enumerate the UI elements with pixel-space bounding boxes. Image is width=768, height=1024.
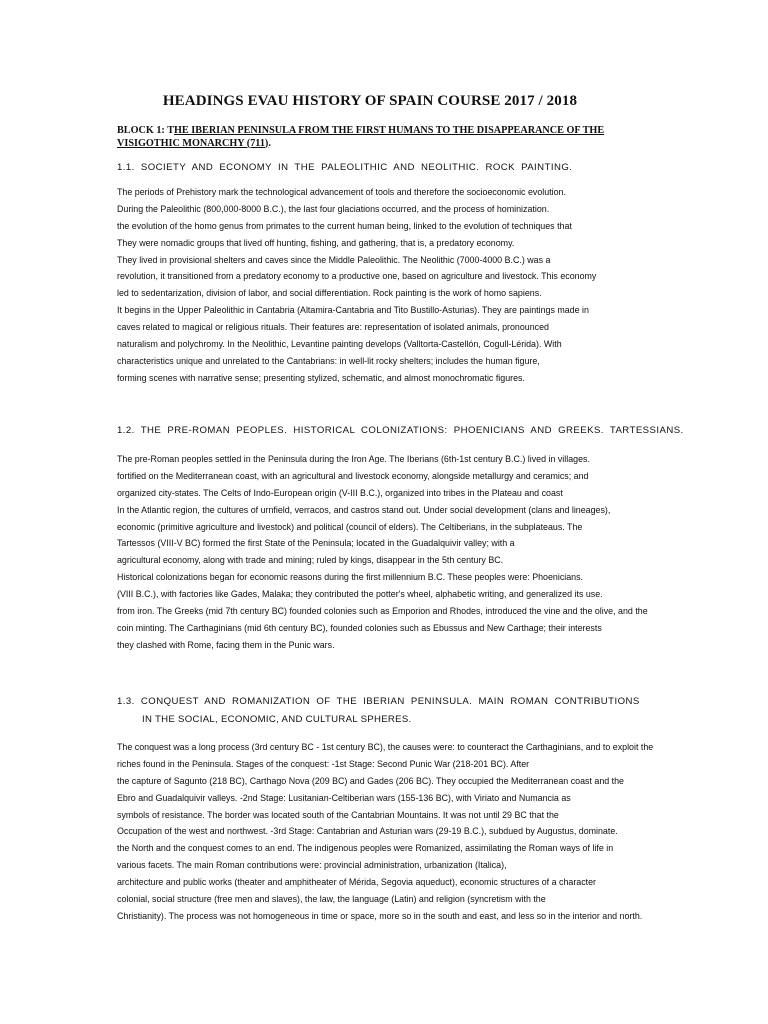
section-body-1-2	[117, 451, 697, 654]
text-line: Occupation of the west and northwest. -3rd Stage: Cantabrian and Asturian wars (29-19 B.C.), subdued by Augustus, dominate.	[117, 826, 618, 837]
text-line: coin minting. The Carthaginians (mid 6th century BC), founded colonies such as Ebussus and New Carthage; their interests	[117, 622, 602, 633]
text-line: agricultural economy, along with trade and mining; ruled by kings, disappear in the 5th century BC.	[117, 555, 504, 566]
block-heading	[117, 125, 677, 150]
text-line: organized city-states. The Celts of Indo-European origin (V-III B.C.), organized into tribes in the Plateau and coast	[117, 487, 563, 498]
block-suffix: .	[268, 137, 271, 149]
section-heading-1-2: 1.2. THE PRE-ROMAN PEOPLES. HISTORICAL COLONIZATIONS: PHOENICIANS AND GREEKS. TARTESSIANS.	[117, 425, 684, 436]
text-line: the evolution of the homo genus from primates to the current human being, linked to the evolution of techniques that	[117, 220, 572, 231]
text-line: colonial, social structure (free men and slaves), the law, the language (Latin) and religion (syncretism with the	[117, 894, 546, 905]
section-body-1-1	[117, 184, 697, 387]
text-line: During the Paleolithic (800,000-8000 B.C.), the last four glaciations occurred, and the process of hominization.	[117, 203, 550, 214]
text-line: naturalism and polychromy. In the Neolithic, Levantine painting develops (Valltorta-Castellón, Cogull-Lérida). With	[117, 339, 562, 350]
section-heading-1-3: 1.3. CONQUEST AND ROMANIZATION OF THE IBERIAN PENINSULA. MAIN ROMAN CONTRIBUTIONS	[117, 696, 640, 707]
section-heading-1-3-continued: IN THE SOCIAL, ECONOMIC, AND CULTURAL SPHERES.	[142, 714, 412, 725]
text-line: from iron. The Greeks (mid 7th century BC) founded colonies such as Emporion and Rhodes, introduced the vine and the olive, and the	[117, 606, 648, 617]
block-prefix: BLOCK 1: T	[117, 125, 174, 136]
text-line: various facets. The main Roman contributions were: provincial administration, urbanization (Italica),	[117, 860, 507, 871]
block-title-line-1: HE IBERIAN PENINSULA FROM THE FIRST HUMANS TO THE DISAPPEARANCE OF THE	[174, 125, 605, 136]
text-line: (VIII B.C.), with factories like Gades, Malaka; they contributed the potter's wheel, alphabetic writing, and generalized its use.	[117, 589, 603, 600]
section-heading-1-1: 1.1. SOCIETY AND ECONOMY IN THE PALEOLITHIC AND NEOLITHIC. ROCK PAINTING.	[117, 162, 573, 173]
text-line: They lived in provisional shelters and caves since the Middle Paleolithic. The Neolithic (7000-4000 B.C.) was a	[117, 254, 551, 265]
text-line: characteristics unique and unrelated to the Cantabrians: in well-lit rocky shelters; includes the human figure,	[117, 355, 540, 366]
text-line: Tartessos (VIII-V BC) formed the first State of the Peninsula; located in the Guadalquivir valley; with a	[117, 538, 515, 549]
text-line: symbols of resistance. The border was located south of the Cantabrian Mountains. It was not until 29 BC that the	[117, 809, 559, 820]
text-line: they clashed with Rome, facing them in the Punic wars.	[117, 639, 335, 650]
text-line: caves related to magical or religious rituals. Their features are: representation of isolated animals, pronounced	[117, 322, 549, 333]
section-body-1-3	[117, 739, 697, 925]
text-line: They were nomadic groups that lived off hunting, fishing, and gathering, that is, a predatory economy.	[117, 237, 515, 248]
text-line: the North and the conquest comes to an end. The indigenous peoples were Romanized, assimilating the Roman ways of life in	[117, 843, 614, 854]
text-line: The pre-Roman peoples settled in the Peninsula during the Iron Age. The Iberians (6th-1st century B.C.) lived in villages.	[117, 454, 590, 464]
text-line: The conquest was a long process (3rd century BC - 1st century BC), the causes were: to counteract the Carthaginians, and to exploit the	[117, 742, 654, 752]
text-line: It begins in the Upper Paleolithic in Cantabria (Altamira-Cantabria and Tito Bustillo-Asturias). They are paintings made in	[117, 305, 589, 316]
text-line: The periods of Prehistory mark the technological advancement of tools and therefore the socioeconomic evolution.	[117, 187, 566, 197]
text-line: In the Atlantic region, the cultures of urnfield, verracos, and castros stand out. Under social development (clans and lineages),	[117, 504, 611, 515]
text-line: architecture and public works (theater and amphitheater of Mérida, Segovia aqueduct), economic structures of a character	[117, 877, 597, 888]
text-line: the capture of Sagunto (218 BC), Carthago Nova (209 BC) and Gades (206 BC). They occupied the Mediterranean coast and the	[117, 775, 624, 786]
block-title-line-2: VISIGOTHIC MONARCHY (711)	[117, 137, 269, 149]
text-line: fortified on the Mediterranean coast, with an agricultural and livestock economy, alongside metallurgy and ceramics; and	[117, 470, 589, 481]
text-line: riches found in the Peninsula. Stages of the conquest: -1st Stage: Second Punic War (218-201 BC). After	[117, 758, 530, 769]
text-line: Historical colonizations began for economic reasons during the first millennium B.C. These peoples were: Phoenicians.	[117, 572, 584, 583]
text-line: economic (primitive agriculture and livestock) and political (council of elders). The Celtiberians, in the subplateaus. The	[117, 521, 583, 532]
text-line: led to sedentarization, division of labor, and social differentiation. Rock painting is the work of homo sapiens.	[117, 288, 542, 299]
text-line: revolution, it transitioned from a predatory economy to a productive one, based on agriculture and livestock. This economy	[117, 271, 597, 282]
text-line: Christianity). The process was not homogeneous in time or space, more so in the south and east, and less so in the interior and north.	[117, 910, 643, 921]
document-title: HEADINGS EVAU HISTORY OF SPAIN COURSE 2017 / 2018	[162, 93, 578, 109]
text-line: Ebro and Guadalquivir valleys. -2nd Stage: Lusitanian-Celtiberian wars (155-136 BC), with Viriato and Numancia as	[117, 792, 571, 803]
text-line: forming scenes with narrative sense; presenting stylized, schematic, and almost monochromatic figures.	[117, 372, 525, 383]
